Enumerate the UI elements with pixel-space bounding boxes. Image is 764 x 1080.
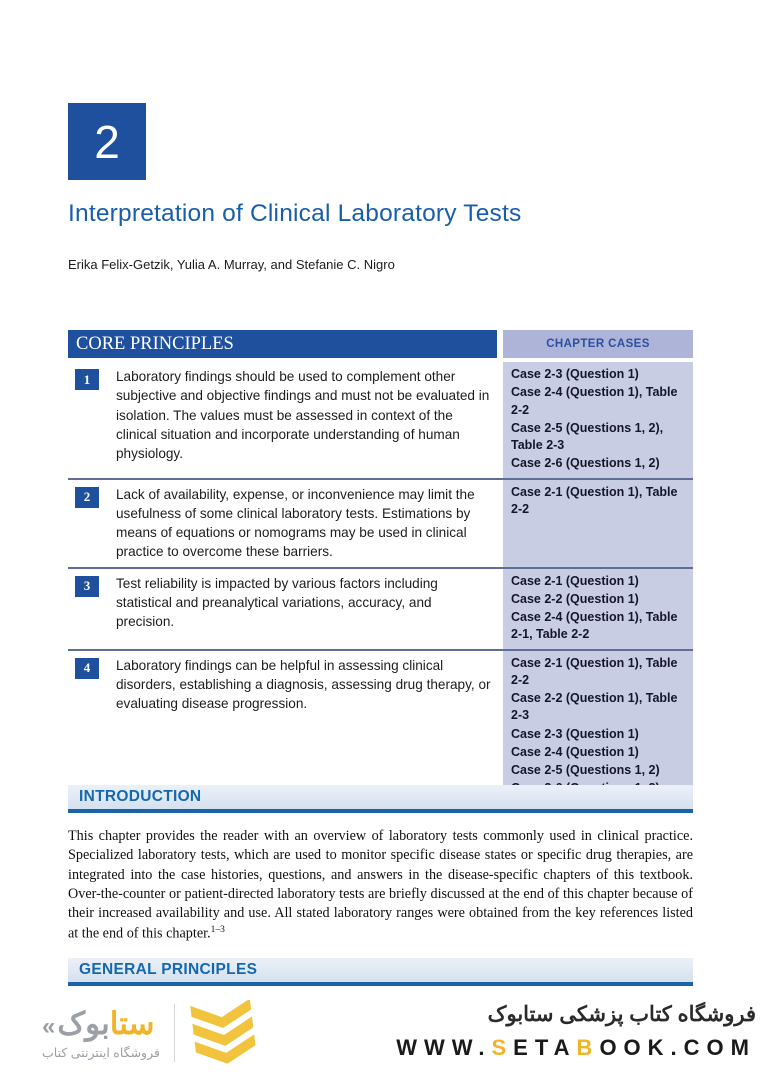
case-reference: Case 2-6 (Questions 1, 2) — [511, 456, 660, 471]
core-principles-header: CORE PRINCIPLES — [68, 330, 497, 358]
principle-text: Laboratory findings should be used to complement other subjective and objective findings and must not be evaluated in isolation. The values must be assessed in context of the clinical situation and incorporate understanding of human physiology. — [116, 369, 490, 462]
principle-text: Laboratory findings can be helpful in assessing clinical disorders, establishing a diagnosis, assessing drug therapy, or evaluating disease progression. — [116, 657, 491, 712]
laquo-icon: « — [42, 1013, 56, 1040]
case-reference: Case 2-1 (Question 1), Table 2-2 — [511, 484, 678, 516]
citation-superscript: 1–3 — [210, 924, 225, 935]
wordmark-yellow-part: ستا — [109, 1006, 155, 1041]
introduction-paragraph — [68, 827, 693, 944]
principle-text: Test reliability is impacted by various factors including statistical and preanalytical variations, accuracy, and precision. — [116, 575, 438, 630]
principle-cell — [68, 651, 503, 803]
principle-cell — [68, 362, 503, 478]
chapter-cases-cell — [503, 651, 693, 803]
table-header-row — [68, 330, 693, 358]
footer-right-block — [396, 1002, 756, 1061]
case-reference: Case 2-4 (Question 1), Table 2-2 — [511, 385, 678, 417]
case-reference: Case 2-1 (Question 1) — [511, 573, 639, 588]
chapter-cases-cell — [503, 362, 693, 478]
chapter-number: 2 — [94, 115, 120, 168]
url-segment: ETA — [513, 1035, 577, 1060]
case-reference: Case 2-4 (Question 1) — [511, 744, 639, 759]
logo-wordmark — [42, 1008, 160, 1039]
chapter-number-box — [68, 103, 146, 180]
principle-number-badge: 4 — [75, 658, 99, 679]
case-reference: Case 2-4 (Question 1), Table 2-1, Table 2-2 — [511, 610, 678, 642]
principle-cell — [68, 569, 503, 649]
authors-line: Erika Felix-Getzik, Yulia A. Murray, and Stefanie C. Nigro — [68, 257, 395, 272]
case-reference: Case 2-3 (Question 1) — [511, 726, 639, 741]
chapter-cases-header: CHAPTER CASES — [503, 330, 693, 358]
table-body — [68, 362, 693, 806]
persian-store-name: فروشگاه کتاب پزشکی ستابوک — [487, 1003, 756, 1026]
core-principles-table — [68, 330, 693, 806]
url-segment: S — [491, 1035, 514, 1060]
case-reference: Case 2-1 (Question 1), Table 2-2 — [511, 655, 678, 687]
chapter-cases-cell — [503, 480, 693, 567]
case-reference: Case 2-5 (Questions 1, 2) — [511, 763, 660, 778]
table-row — [68, 478, 693, 567]
case-reference: Case 2-5 (Questions 1, 2), Table 2-3 — [511, 420, 664, 452]
general-principles-heading — [68, 958, 693, 986]
chapter-cases-cell — [503, 569, 693, 649]
url-segment: B — [576, 1035, 600, 1060]
introduction-heading — [68, 785, 693, 813]
url-segment: WWW. — [396, 1035, 492, 1060]
case-reference: Case 2-3 (Question 1) — [511, 367, 639, 381]
table-row — [68, 362, 693, 478]
case-reference: Case 2-2 (Question 1), Table 2-3 — [511, 691, 678, 723]
principle-text: Lack of availability, expense, or inconvenience may limit the usefulness of some clinical laboratory tests. Estimations by means of equations or nomograms may be used in clinical practice to overcome these barriers. — [116, 486, 475, 560]
wordmark-gray-part: بوک — [57, 1006, 110, 1041]
setabook-url — [396, 1035, 756, 1061]
chevron-emblem-icon — [187, 1000, 261, 1075]
page-title: Interpretation of Clinical Laboratory Tests — [68, 200, 522, 227]
url-segment: OOK.COM — [599, 1035, 756, 1060]
logo-wordmark-block — [42, 1000, 160, 1060]
principle-number-badge: 1 — [75, 369, 99, 390]
table-row — [68, 649, 693, 803]
case-reference: Case 2-2 (Question 1) — [511, 591, 639, 606]
principle-number-badge: 3 — [75, 576, 99, 597]
general-principles-heading-label: GENERAL PRINCIPLES — [79, 961, 258, 978]
watermark-footer — [0, 994, 764, 1080]
setabook-logo — [42, 1000, 261, 1075]
logo-subtitle: فروشگاه اینترنتی کتاب — [42, 1046, 160, 1060]
principle-cell — [68, 480, 503, 567]
introduction-heading-label: INTRODUCTION — [79, 788, 202, 805]
principle-number-badge: 2 — [75, 487, 99, 508]
introduction-paragraph-text: This chapter provides the reader with an overview of laboratory tests commonly used in clinical practice. Specialized laboratory tests, which are used to monitor specific disease states or specific drug therapies, are integrated into the case histories, questions, and answers in the disease-specific chapters of this textbook. Over-the-counter or patient-directed laboratory tests are briefly discussed at the end of this chapter because of their increased availability and use. All stated laboratory ranges were obtained from the key references listed at the end of this chapter. — [68, 828, 693, 942]
logo-divider — [174, 1004, 175, 1062]
table-row — [68, 567, 693, 649]
